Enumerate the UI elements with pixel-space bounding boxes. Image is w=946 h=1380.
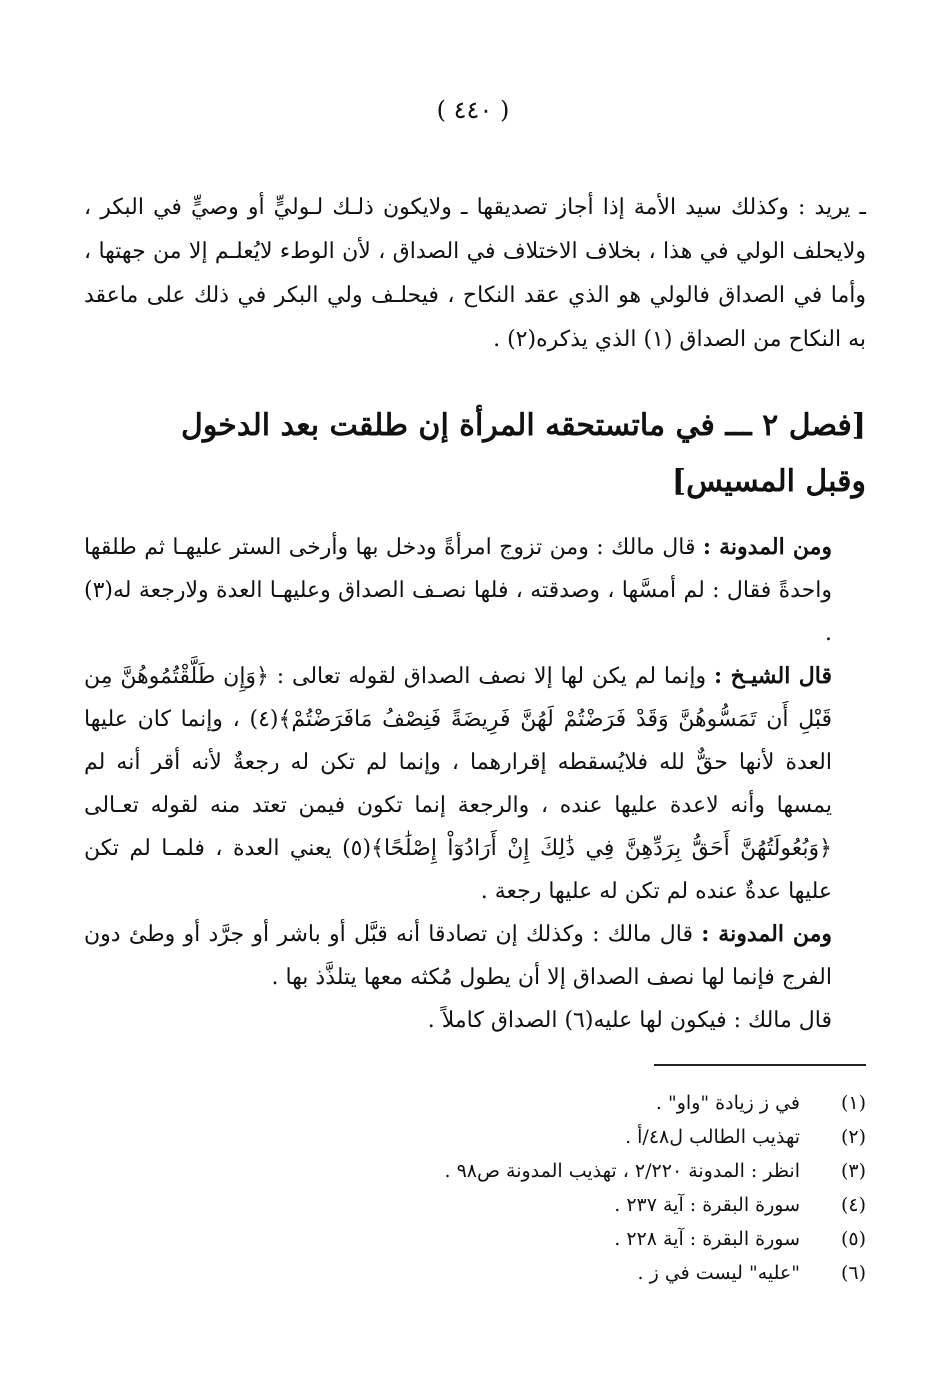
footnote-separator xyxy=(654,1064,866,1066)
section-heading xyxy=(84,398,866,510)
footnote-item xyxy=(84,1154,866,1188)
intro-paragraph xyxy=(84,186,866,362)
footnote-item xyxy=(84,1086,866,1120)
paragraph-lead: ومن المدونة : xyxy=(702,534,832,560)
paragraph-text: قال مالك : ومن تزوج امرأةً ودخل بها وأرخى الستر عليهـا ثم طلقها واحدةً فقال : لم أمسَّها ، وصدقته ، فلها نصـف الصداق وعليهـا العدة ولارجعة له(٣) . xyxy=(84,535,832,646)
footnote-number: (٥) xyxy=(840,1228,866,1250)
section-heading-line-1: [فصل ٢ ـــ في ماتستحقه المرأة إن طلقت بعد الدخول xyxy=(181,408,866,443)
paragraph-lead: قال الشيـخ : xyxy=(713,663,833,689)
footnote-text: سورة البقرة : آية ٢٣٧ . xyxy=(614,1194,800,1216)
footnote-text: "عليه" ليست في ز . xyxy=(637,1262,800,1284)
footnote-text: انظر : المدونة ٢/٢٢٠ ، تهذيب المدونة ص٩٨ . xyxy=(444,1160,800,1182)
footnote-item xyxy=(84,1256,866,1290)
footnote-number: (٤) xyxy=(840,1194,866,1216)
paragraph-mudawwana-2 xyxy=(84,913,866,999)
footnote-item xyxy=(84,1188,866,1222)
footnote-number: (٣) xyxy=(840,1160,866,1182)
paragraph-text: قال مالك : فيكون لها عليه(٦) الصداق كاملاً . xyxy=(427,1008,832,1033)
paragraph-malik xyxy=(84,999,866,1042)
paragraph-mudawwana-1 xyxy=(84,526,866,655)
footnote-number: (١) xyxy=(840,1092,866,1114)
paragraph-shaykh xyxy=(84,655,866,913)
footnote-text: تهذيب الطالب ل٤٨/أ . xyxy=(625,1126,800,1148)
footnotes xyxy=(84,1086,866,1290)
footnote-number: (٦) xyxy=(840,1262,866,1284)
footnote-item xyxy=(84,1120,866,1154)
footnote-text: سورة البقرة : آية ٢٢٨ . xyxy=(614,1228,800,1250)
section-heading-line-2: وقبل المسيس] xyxy=(671,464,866,499)
paragraph-lead: ومن المدونة : xyxy=(701,921,833,947)
intro-text: ـ يريد : وكذلك سيد الأمة إذا أجاز تصديقها ـ ولايكون ذلـك لـوليٍّ أو وصيٍّ في البكر ، ولايحلف الولي في هذا ، بخلاف الاختلاف في الصداق ، لأن الوطء لايُعلـم إلا من جهتها ، وأما في الصداق فالولي هو الذي عقد النكاح ، فيحلـف ولي البكر في ذلك على ماعقد به النكاح من الصداق (١) الذي يذكره(٢) . xyxy=(84,195,866,352)
paragraph-text: وإنما لم يكن لها إلا نصف الصداق لقوله تعالى : ﴿وَإِن طَلَّقْتُمُوهُنَّ مِن قَبْلِ أَن تَمَسُّوهُنَّ وَقَدْ فَرَضْتُمْ لَهُنَّ فَرِيضَةً فَنِصْفُ مَافَرَضْتُمْ﴾(٤) ، وإنما كان عليها العدة لأنها حقٌّ لله فلايُسقطه إقرارهما ، وإنما لم تكن له رجعةٌ لأنه أقر أنه لم يمسها وأنه لاعدة عليها عنده ، والرجعة إنما تكون فيمن تعتد منه لقوله تعـالى ﴿وَبُعُولَتُهُنَّ أَحَقُّ بِرَدِّهِنَّ فِي ذَٰلِكَ إِنْ أَرَادُوٓاْ إِصْلَٰحًا﴾(٥) يعني العدة ، فلمـا لم تكن عليها عدةٌ عنده لم تكن له عليها رجعة . xyxy=(84,664,833,904)
paragraph-text: قال مالك : وكذلك إن تصادقا أنه قبَّل أو باشر أو جرَّد أو وطئ دون الفرج فإنما لها نصف الصداق إلا أن يطول مُكثه معها يتلذَّذ بها . xyxy=(84,922,832,990)
footnote-text: في ز زيادة "واو" . xyxy=(655,1092,800,1114)
footnote-number: (٢) xyxy=(840,1126,866,1148)
section-body xyxy=(84,526,866,1042)
page-number: ( ٤٤٠ ) xyxy=(436,96,510,124)
footnote-item xyxy=(84,1222,866,1256)
